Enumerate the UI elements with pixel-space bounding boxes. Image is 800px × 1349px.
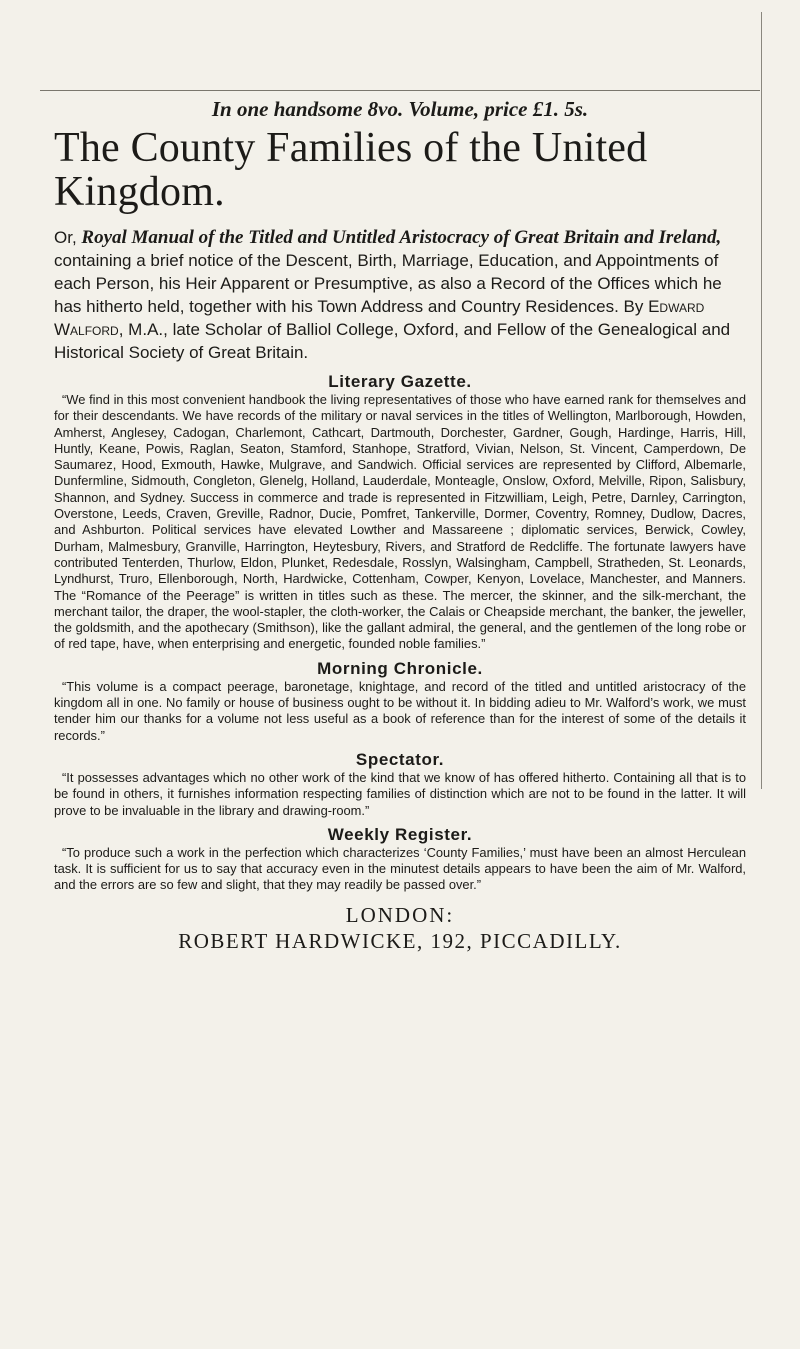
review-weekly-register bbox=[54, 825, 746, 894]
top-rule bbox=[40, 90, 760, 91]
review-text: “This volume is a compact peerage, baronetage, knightage, and record of the titled and untitled aristocracy of the kingdom all in one. No family or house of business ought to be without it. In bidding adieu to Mr. Walford’s work, we must tender him our thanks for a volume not less useful as a book of reference than for the interest of some of the details it records.” bbox=[54, 678, 746, 743]
review-spectator bbox=[54, 750, 746, 819]
intro-lead: Or, bbox=[54, 228, 82, 247]
review-text: “We find in this most convenient handbook the living representatives of those who have earned rank for themselves and for their descendants. We have records of the military or naval services in the titles of Wellington, Marlborough, Howden, Amherst, Anglesey, Cadogan, Charlemont, Cathcart, Dartmouth, Dorchester, Gardner, Gough, Hardinge, Harris, Hill, Huntly, Keane, Powis, Raglan, Seaton, Stamford, Stanhope, Stratford, Vivian, Nelson, St. Vincent, Camperdown, De Saumarez, Hood, Exmouth, Hawke, Mulgrave, and Sandwich. Official services are represented by Clifford, Albemarle, Dunfermline, Sidmouth, Congleton, Glenelg, Holland, Lauderdale, Monteagle, Onslow, Oxford, Melville, Ripon, Salisbury, Shannon, and Sydney. Success in commerce and trade is represented in Fitzwilliam, Leigh, Petre, Darnley, Carrington, Overstone, Leeds, Craven, Greville, Radnor, Ducie, Pomfret, Tankerville, Dormer, Coventry, Romney, Dudlow, Dacres, and Ashburton. Political services have elevated Lowther and Massareene ; diplomatic services, Berwick, Cowley, Durham, Malmesbury, Granville, Harrington, Heytesbury, Rivers, and Stratford de Redcliffe. The fortunate lawyers have contributed Tenterden, Thurlow, Eldon, Plunket, Redesdale, Rosslyn, Walsingham, Campbell, Stratheden, St. Leonards, Lyndhurst, Truro, Ellenborough, North, Hardwicke, Cottenham, Cowper, Kenyon, Lovelace, Manchester, and Manners. The “Romance of the Peerage” is written in titles such as these. The mercer, the skinner, and the silk-merchant, the merchant tailor, the draper, the wool-stapler, the cloth-worker, the Calais or Cheapside merchant, the banker, the jeweller, the goldsmith, and the apothecary (Smithson), like the gallant admiral, the general, and the gentlemen of the long robe or of red tape, have, when enterprising and energetic, founded noble families.” bbox=[54, 392, 746, 652]
intro-body: containing a brief notice of the Descent, Birth, Marriage, Education, and Appointments of each Person, his Heir Apparent or Presumptive, as also a Record of the Offices which he has hitherto held, together with his Town Address and Country Residences. By bbox=[54, 251, 722, 316]
imprint-publisher: ROBERT HARDWICKE, 192, PICCADILLY. bbox=[178, 928, 622, 953]
imprint bbox=[54, 902, 746, 954]
intro-author-rest: , M.A., late Scholar of Balliol College, Oxford, and Fellow of the Genealogical and Historical Society of Great Britain. bbox=[54, 320, 731, 362]
imprint-city: LONDON: bbox=[345, 902, 455, 927]
review-text: “To produce such a work in the perfection which characterizes ‘County Families,’ must have been an almost Herculean task. It is sufficient for us to say that accuracy even in the minutest details appears to have been the aim of Mr. Walford, and the errors are so few and slight, that they may readily be passed over.” bbox=[54, 844, 746, 893]
review-source: Weekly Register. bbox=[327, 824, 473, 844]
advertisement bbox=[54, 96, 746, 954]
price-announcement: In one handsome 8vo. Volume, price £1. 5s. bbox=[211, 97, 589, 121]
intro-author: Edward Walford bbox=[54, 297, 705, 339]
review-literary-gazette bbox=[54, 372, 746, 653]
book-title: The County Families of the United Kingdom. bbox=[54, 125, 648, 215]
review-source: Literary Gazette. bbox=[328, 372, 472, 391]
review-text: “It possesses advantages which no other work of the kind that we know of has offered hitherto. Containing all that is to be found in others, it furnishes information respecting families of distinction which are not to be found in the latter. It will prove to be invaluable in the library and drawing-room.” bbox=[54, 769, 746, 818]
review-source: Spectator. bbox=[355, 749, 445, 769]
right-margin-rule bbox=[761, 12, 762, 789]
review-source: Morning Chronicle. bbox=[317, 658, 483, 678]
review-morning-chronicle bbox=[54, 659, 746, 744]
intro-italic-title: Royal Manual of the Titled and Untitled Aristocracy of Great Britain and Ireland, bbox=[81, 227, 722, 248]
book-description bbox=[54, 226, 746, 364]
